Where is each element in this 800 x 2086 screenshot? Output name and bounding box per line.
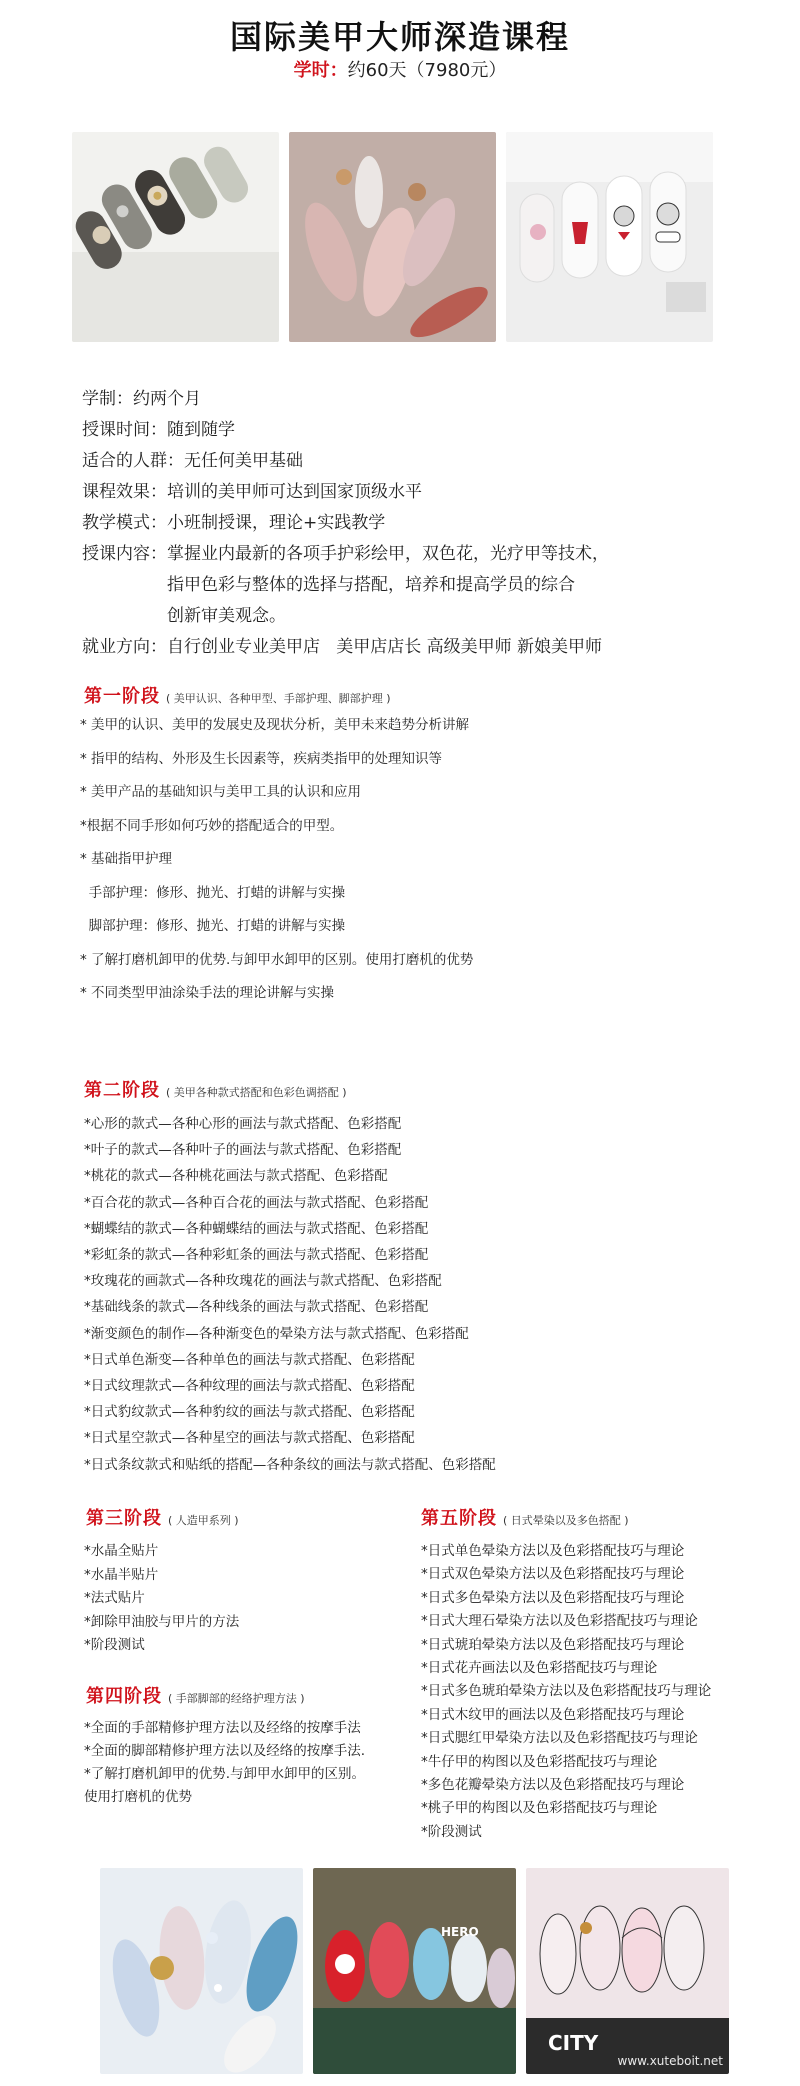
list-item: *日式腮红甲晕染方法以及色彩搭配技巧与理论 — [421, 1730, 698, 1747]
list-item: *日式纹理款式—各种纹理的画法与款式搭配、色彩搭配 — [84, 1378, 415, 1395]
info-value — [133, 384, 722, 415]
list-item: *彩虹条的款式—各种彩虹条的画法与款式搭配、色彩搭配 — [84, 1247, 429, 1264]
stage3-note: ( 人造甲系列 ) — [168, 1514, 239, 1527]
info-value — [167, 508, 722, 539]
list-item: *叶子的款式—各种叶子的画法与款式搭配、色彩搭配 — [84, 1142, 402, 1159]
list-item: 手部护理：修形、抛光、打蜡的讲解与实操 — [80, 884, 346, 901]
list-item: *卸除甲油胶与甲片的方法 — [84, 1613, 240, 1630]
stage3-header — [86, 1504, 239, 1530]
list-item: *牛仔甲的构图以及色彩搭配技巧与理论 — [421, 1753, 658, 1770]
info-label: 学制： — [82, 389, 133, 409]
info-row-content — [82, 539, 722, 632]
list-item: *日式条纹款式和贴纸的搭配—各种条纹的画法与款式搭配、色彩搭配 — [84, 1456, 496, 1473]
info-row-teaching-mode — [82, 508, 722, 539]
stage2-title: 第二阶段 — [84, 1080, 160, 1101]
stage3-title: 第三阶段 — [86, 1508, 162, 1529]
nail-photo-floral-image — [72, 132, 279, 342]
info-value-line: 随到随学 — [167, 420, 235, 440]
stage1-header — [84, 682, 391, 708]
info-value — [167, 539, 722, 632]
list-item: *心形的款式—各种心形的画法与款式搭配、色彩搭配 — [84, 1116, 402, 1132]
page-title: 国际美甲大师深造课程 — [229, 18, 570, 56]
nail-photo-line-art-image — [526, 1868, 729, 2074]
stage5-note: ( 日式晕染以及多色搭配 ) — [503, 1514, 629, 1527]
stage3-list — [84, 1540, 239, 1658]
list-item: *日式单色渐变—各种单色的画法与款式搭配、色彩搭配 — [84, 1351, 415, 1368]
stage4-header — [86, 1682, 305, 1708]
nail-photo-cartoon-dog — [506, 132, 713, 342]
stage1-note: ( 美甲认识、各种甲型、手部护理、脚部护理 ) — [166, 692, 391, 705]
list-item: *基础线条的款式—各种线条的画法与款式搭配、色彩搭配 — [84, 1299, 429, 1316]
stage1-list — [80, 709, 473, 1011]
nail-photo-cartoon-dog-image — [506, 132, 713, 342]
stage1-title: 第一阶段 — [84, 686, 160, 707]
stage5-list — [421, 1540, 711, 1844]
info-label: 就业方向： — [82, 637, 167, 657]
list-item: *百合花的款式—各种百合花的画法与款式搭配、色彩搭配 — [84, 1194, 429, 1211]
list-item: *日式花卉画法以及色彩搭配技巧与理论 — [421, 1660, 658, 1677]
list-item: * 不同类型甲油涂染手法的理论讲解与实操 — [80, 985, 335, 1001]
list-item: *日式多色晕染方法以及色彩搭配技巧与理论 — [421, 1589, 685, 1606]
list-item: *渐变颜色的制作—各种渐变色的晕染方法与款式搭配、色彩搭配 — [84, 1325, 469, 1342]
info-row-audience — [82, 446, 722, 477]
info-value-line: 约两个月 — [133, 389, 201, 409]
info-label: 授课内容： — [82, 544, 167, 564]
info-value-line: 无任何美甲基础 — [184, 451, 303, 471]
stage2-note: ( 美甲各种款式搭配和色彩色调搭配 ) — [166, 1086, 347, 1099]
info-row-outcome — [82, 477, 722, 508]
stage4-title: 第四阶段 — [86, 1686, 162, 1707]
list-item: *日式豹纹款式—各种豹纹的画法与款式搭配、色彩搭配 — [84, 1404, 415, 1421]
list-item: *水晶半贴片 — [84, 1566, 159, 1583]
list-item: *桃花的款式—各种桃花画法与款式搭配、色彩搭配 — [84, 1168, 388, 1185]
info-label: 适合的人群： — [82, 451, 184, 471]
info-value-line: 掌握业内最新的各项手护彩绘甲，双色花，光疗甲等技术， — [167, 544, 609, 564]
list-item: *全面的手部精修护理方法以及经络的按摩手法 — [84, 1720, 361, 1736]
list-item: * 美甲产品的基础知识与美甲工具的认识和应用 — [80, 784, 362, 800]
info-label: 教学模式： — [82, 513, 167, 533]
stage5-title: 第五阶段 — [421, 1508, 497, 1529]
list-item: *了解打磨机卸甲的优势.与卸甲水卸甲的区别。 — [84, 1766, 366, 1782]
list-item: * 美甲的认识、美甲的发展史及现状分析，美甲未来趋势分析讲解 — [80, 717, 470, 733]
nail-photo-pink-shell — [289, 132, 496, 342]
list-item: *日式多色琥珀晕染方法以及色彩搭配技巧与理论 — [421, 1683, 712, 1700]
list-item: *桃子甲的构图以及色彩搭配技巧与理论 — [421, 1800, 658, 1817]
info-row-career — [82, 632, 722, 663]
list-item: *阶段测试 — [84, 1637, 145, 1653]
nail-photo-line-art — [526, 1868, 729, 2074]
nail-photo-christmas-image — [313, 1868, 516, 2074]
list-item: *全面的脚部精修护理方法以及经络的按摩手法. — [84, 1743, 366, 1759]
photo-caption-city: CITY — [548, 2031, 599, 2055]
list-item: *阶段测试 — [421, 1823, 482, 1840]
list-item: 使用打磨机的优势 — [84, 1789, 192, 1805]
info-label: 课程效果： — [82, 482, 167, 502]
info-value — [167, 477, 722, 508]
list-item: *水晶全贴片 — [84, 1543, 159, 1559]
stage2-header — [84, 1076, 347, 1102]
info-row-schedule — [82, 415, 722, 446]
photo-caption-hero: HERO — [441, 1925, 479, 1939]
list-item: *日式木纹甲的画法以及色彩搭配技巧与理论 — [421, 1706, 685, 1723]
list-item: 脚部护理：修形、抛光、打蜡的讲解与实操 — [80, 918, 346, 934]
list-item: *玫瑰花的画款式—各种玫瑰花的画法与款式搭配、色彩搭配 — [84, 1273, 442, 1290]
stage5-header — [421, 1504, 629, 1530]
duration-label: 学时： — [293, 60, 348, 81]
list-item: *法式贴片 — [84, 1590, 145, 1606]
stage4-note: ( 手部脚部的经络护理方法 ) — [168, 1692, 305, 1705]
list-item: * 指甲的结构、外形及生长因素等，疾病类指甲的处理知识等 — [80, 750, 443, 767]
nail-photo-blue-shell-image — [100, 1868, 303, 2074]
list-item: *根据不同手形如何巧妙的搭配适合的甲型。 — [80, 817, 344, 834]
top-photo-row — [72, 132, 713, 342]
course-info — [82, 384, 722, 663]
watermark: www.xuteboit.net — [617, 2054, 723, 2068]
info-value — [167, 415, 722, 446]
stage2-list — [84, 1111, 496, 1478]
list-item: * 基础指甲护理 — [80, 851, 173, 867]
bottom-photo-row — [100, 1868, 729, 2074]
info-value-line: 指甲色彩与整体的选择与搭配，培养和提高学员的综合 — [167, 575, 575, 595]
nail-photo-floral — [72, 132, 279, 342]
list-item: *蝴蝶结的款式—各种蝴蝶结的画法与款式搭配、色彩搭配 — [84, 1220, 429, 1237]
nail-photo-pink-shell-image — [289, 132, 496, 342]
nail-photo-christmas — [313, 1868, 516, 2074]
info-value — [184, 446, 722, 477]
list-item: *日式双色晕染方法以及色彩搭配技巧与理论 — [421, 1566, 685, 1583]
info-row-system — [82, 384, 722, 415]
list-item: *日式琥珀晕染方法以及色彩搭配技巧与理论 — [421, 1636, 685, 1653]
info-value-line: 自行创业专业美甲店 美甲店店长 高级美甲师 新娘美甲师 — [167, 637, 603, 657]
list-item: * 了解打磨机卸甲的优势.与卸甲水卸甲的区别。使用打磨机的优势 — [80, 951, 474, 968]
duration-line — [0, 56, 800, 82]
list-item: *日式大理石晕染方法以及色彩搭配技巧与理论 — [421, 1613, 698, 1630]
info-value — [167, 632, 722, 663]
list-item: *日式单色晕染方法以及色彩搭配技巧与理论 — [421, 1543, 685, 1559]
info-label: 授课时间： — [82, 420, 167, 440]
nail-photo-blue-shell — [100, 1868, 303, 2074]
stage4-list — [84, 1717, 365, 1809]
duration-value: 约60天（7980元） — [347, 60, 507, 81]
info-value-line: 创新审美观念。 — [167, 606, 286, 626]
info-value-line: 小班制授课，理论+实践教学 — [167, 513, 386, 533]
list-item: *多色花瓣晕染方法以及色彩搭配技巧与理论 — [421, 1777, 685, 1794]
info-value-line: 培训的美甲师可达到国家顶级水平 — [167, 482, 422, 502]
list-item: *日式星空款式—各种星空的画法与款式搭配、色彩搭配 — [84, 1430, 415, 1447]
